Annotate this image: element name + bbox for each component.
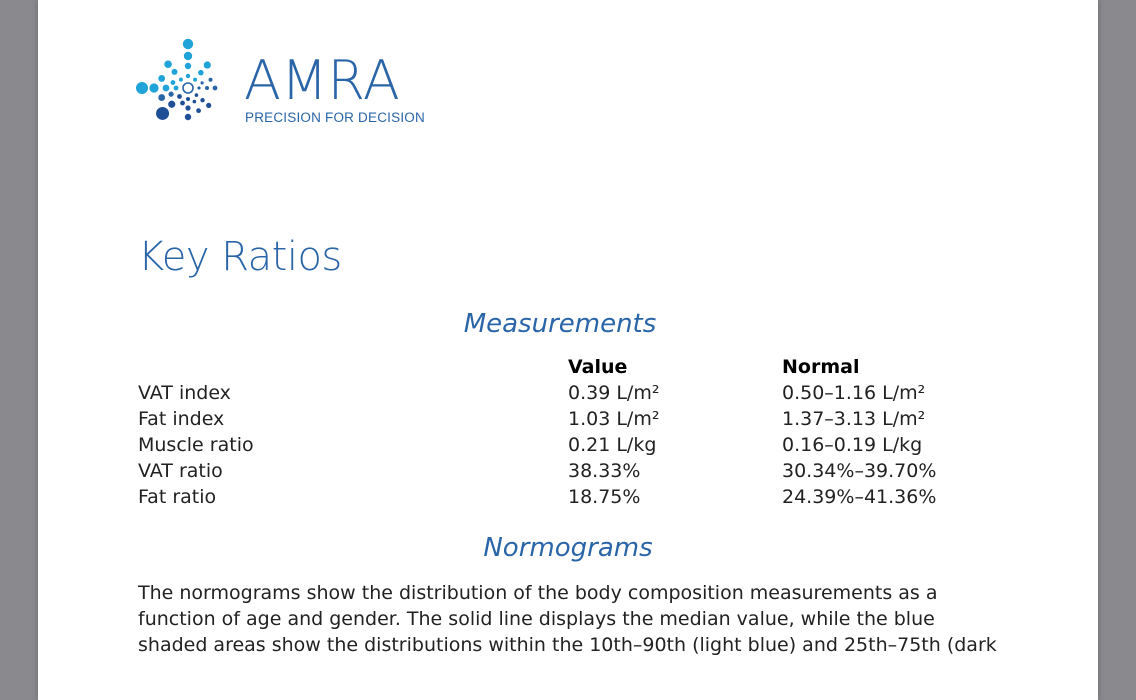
amra-starburst-icon xyxy=(136,34,236,134)
row-label: Fat index xyxy=(138,408,225,430)
row-normal: 0.16–0.19 L/kg xyxy=(782,434,923,456)
page-title: Key Ratios xyxy=(138,234,342,280)
row-normal: 1.37–3.13 L/m² xyxy=(782,408,926,430)
normograms-heading: Normograms xyxy=(483,533,653,563)
paragraph-line: shaded areas show the distributions within the 10th–90th (light blue) and 25th–75th (dark xyxy=(138,634,997,656)
paragraph-line: The normograms show the distribution of the body composition measurements as a xyxy=(138,582,938,604)
row-normal: 24.39%–41.36% xyxy=(782,486,937,508)
logo-tagline: PRECISION FOR DECISION xyxy=(245,110,425,125)
row-normal: 0.50–1.16 L/m² xyxy=(782,382,926,404)
column-header-value: Value xyxy=(568,356,628,378)
row-normal: 30.34%–39.70% xyxy=(782,460,937,482)
row-value: 18.75% xyxy=(568,486,641,508)
row-label: VAT ratio xyxy=(138,460,223,482)
row-value: 38.33% xyxy=(568,460,641,482)
paragraph-line: function of age and gender. The solid line displays the median value, while the blue xyxy=(138,608,935,630)
row-value: 0.21 L/kg xyxy=(568,434,657,456)
row-label: VAT index xyxy=(138,382,231,404)
document-page xyxy=(38,0,1098,700)
logo-wordmark: AMRA xyxy=(244,49,400,112)
row-label: Fat ratio xyxy=(138,486,217,508)
measurements-heading: Measurements xyxy=(463,309,657,339)
row-value: 1.03 L/m² xyxy=(568,408,660,430)
row-value: 0.39 L/m² xyxy=(568,382,660,404)
column-header-normal: Normal xyxy=(782,356,860,378)
normograms-description xyxy=(138,580,1018,658)
amra-logo xyxy=(136,34,456,134)
row-label: Muscle ratio xyxy=(138,434,254,456)
